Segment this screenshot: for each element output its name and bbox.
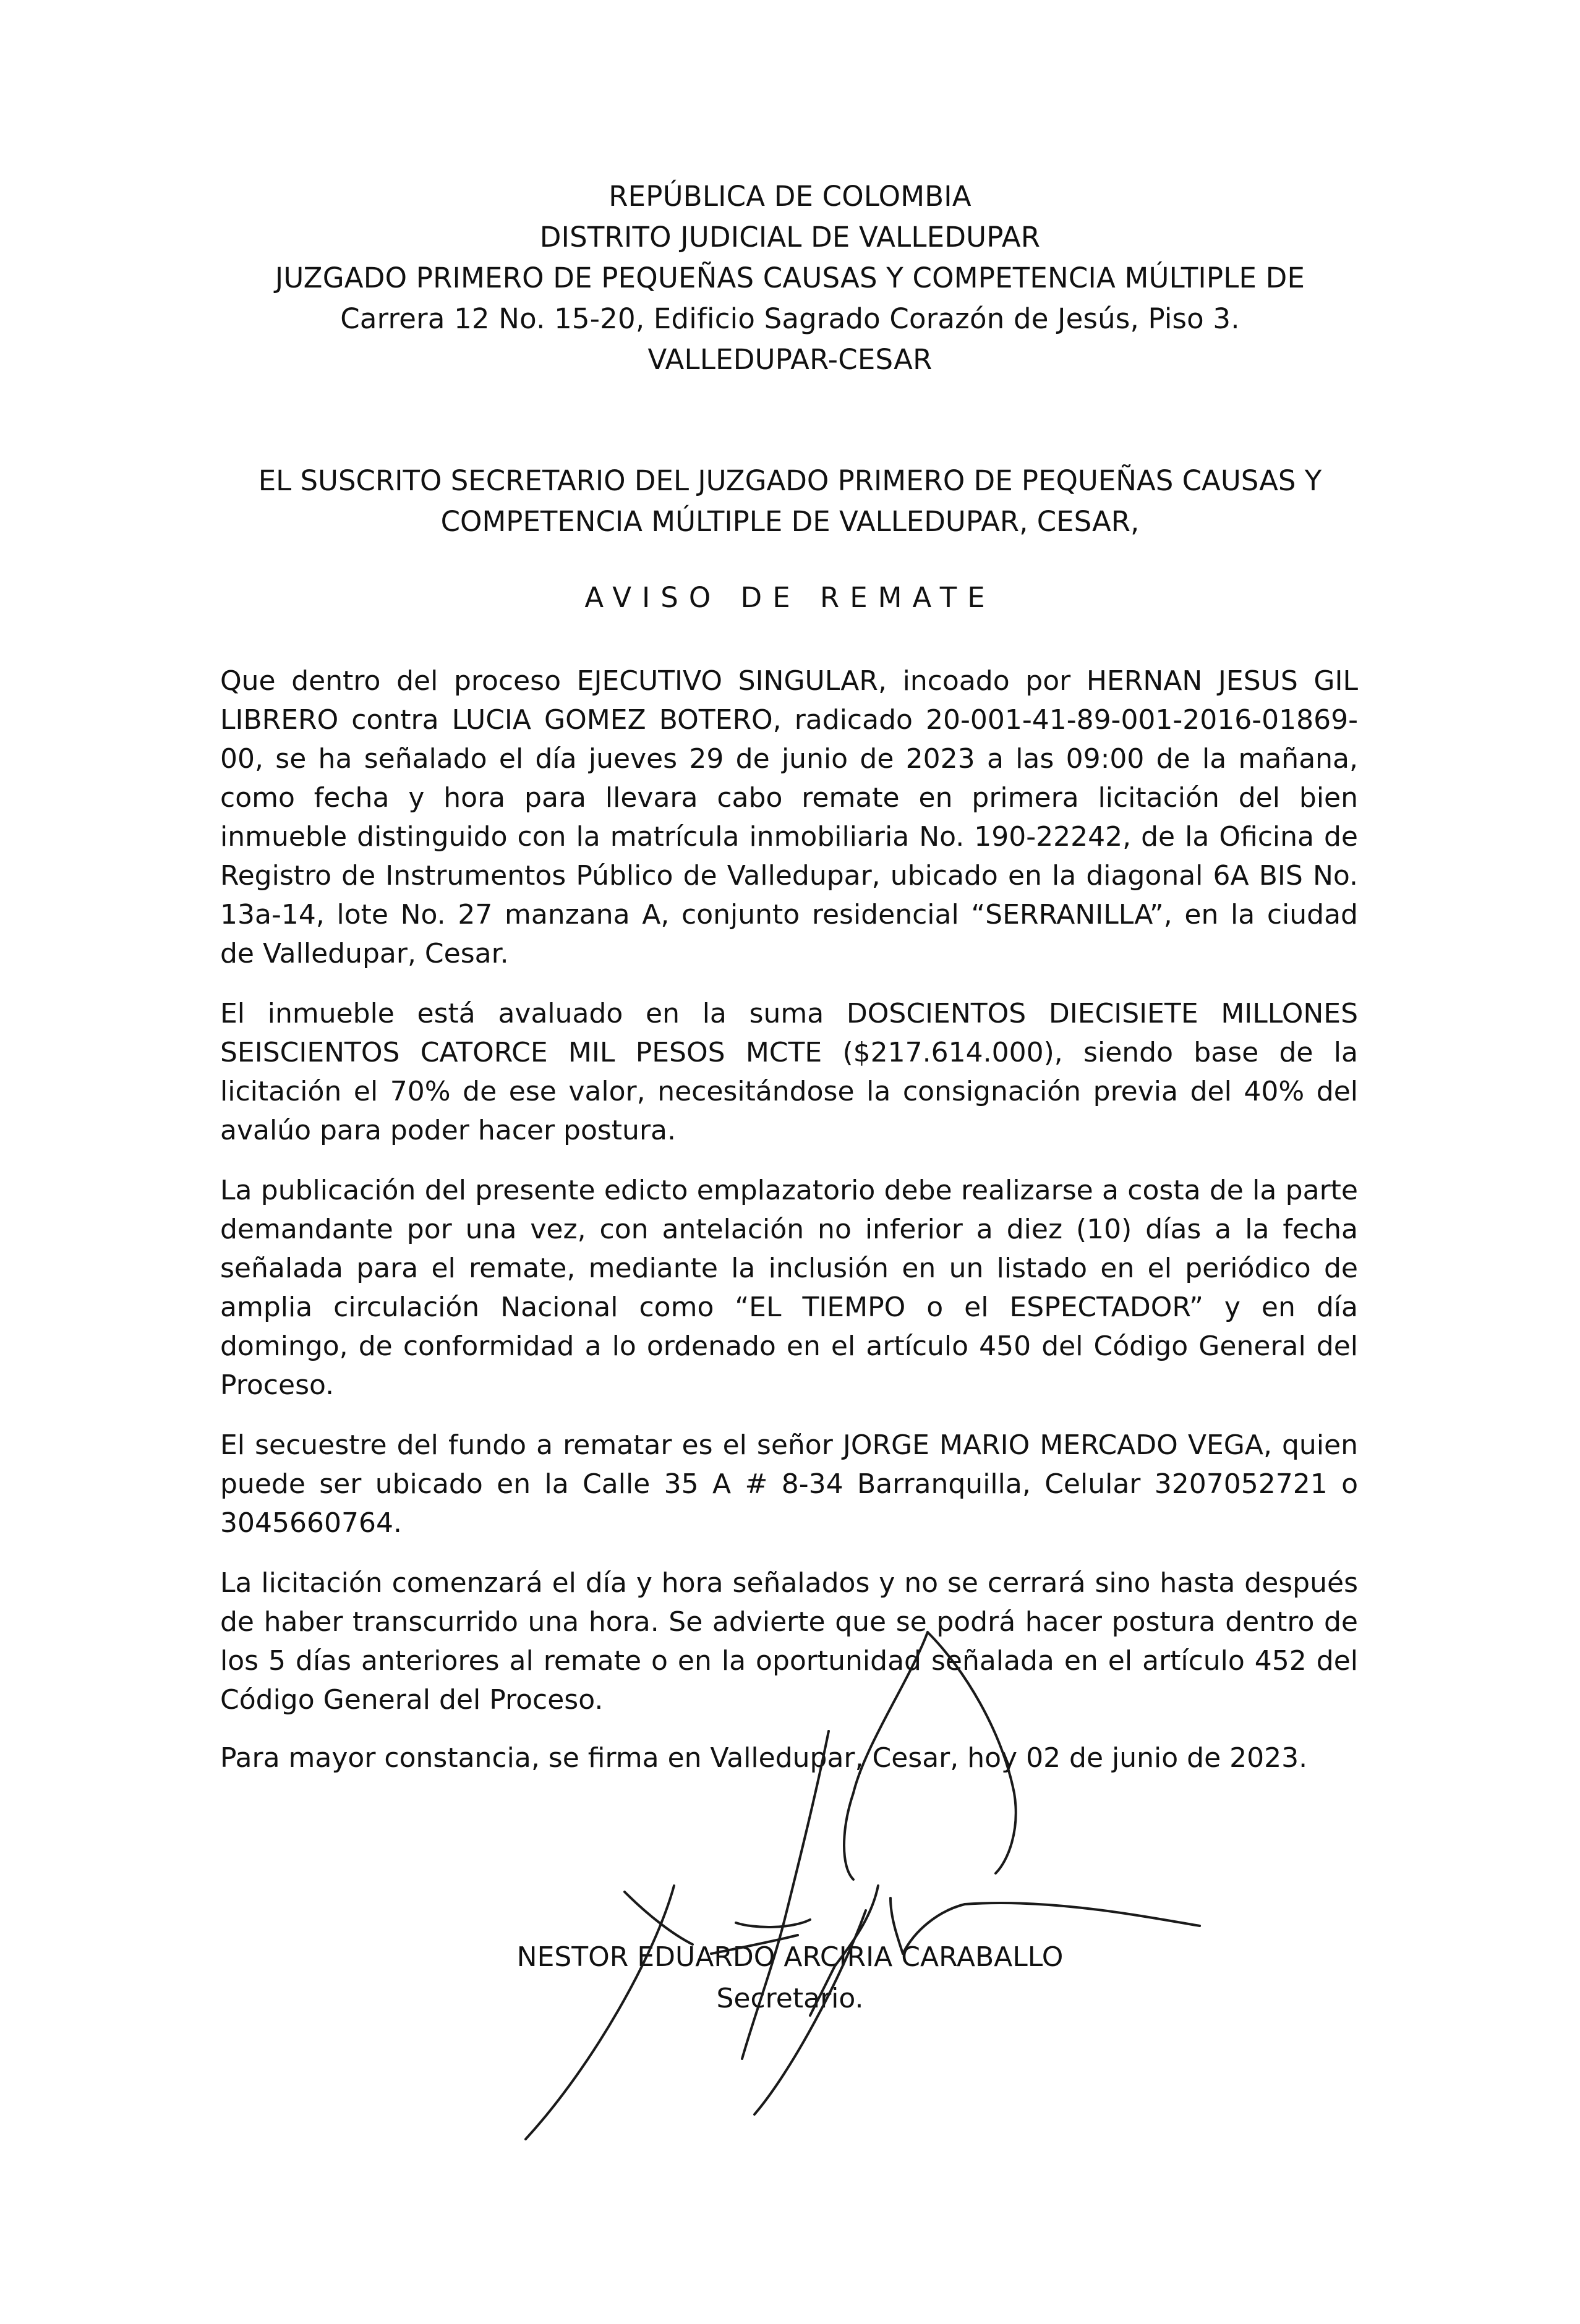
header-court: JUZGADO PRIMERO DE PEQUEÑAS CAUSAS Y COMPETENCIA MÚLTIPLE DE bbox=[275, 262, 1305, 294]
notice-body bbox=[220, 662, 1358, 1740]
paragraph-bidding: La licitación comenzará el día y hora señalados y no se cerrará sino hasta después de haber transcurrido una hora. Se advierte que se podrá hacer postura dentro de los 5 días anteriores al remate o en la oportunidad señalada en el artículo 452 del Código General del Proceso. bbox=[220, 1567, 1358, 1716]
intro-line-2: COMPETENCIA MÚLTIPLE DE VALLEDUPAR, CESAR, bbox=[440, 505, 1140, 538]
secretary-intro bbox=[0, 461, 1580, 542]
intro-line-1: EL SUSCRITO SECRETARIO DEL JUZGADO PRIMERO DE PEQUEÑAS CAUSAS Y bbox=[258, 464, 1322, 497]
paragraph-process: Que dentro del proceso EJECUTIVO SINGULAR, incoado por HERNAN JESUS GIL LIBRERO contra LUCIA GOMEZ BOTERO, radicado 20-001-41-89-001-2016-01869-00, se ha señalado el día jueves 29 de junio de 2023 a las 09:00 de la mañana, como fecha y hora para llevara cabo remate en primera licitación del bien inmueble distinguido con la matrícula inmobiliaria No. 190-22242, de la Oficina de Registro de Instrumentos Público de Valledupar, ubicado en la diagonal 6A BIS No. 13a-14, lote No. 27 manzana A, conjunto residencial “SERRANILLA”, en la ciudad de Valledupar, Cesar. bbox=[220, 665, 1358, 969]
court-header bbox=[0, 176, 1580, 380]
paragraph-publication: La publicación del presente edicto emplazatorio debe realizarse a costa de la parte demandante por una vez, con antelación no inferior a diez (10) días a la fecha señalada para el remate, mediante la inclusión en un listado en el periódico de amplia circulación Nacional como “EL TIEMPO o el ESPECTADOR” y en día domingo, de conformidad a lo ordenado en el artículo 450 del Código General del Proceso. bbox=[220, 1175, 1358, 1401]
notice-title: AVISO DE REMATE bbox=[584, 581, 996, 614]
closing-statement: Para mayor constancia, se firma en Valledupar, Cesar, hoy 02 de junio de 2023. bbox=[220, 1742, 1308, 1774]
header-district: DISTRITO JUDICIAL DE VALLEDUPAR bbox=[539, 221, 1041, 253]
paragraph-valuation: El inmueble está avaluado en la suma DOSCIENTOS DIECISIETE MILLONES SEISCIENTOS CATORCE MIL PESOS MCTE ($217.614.000), siendo base de la licitación el 70% de ese valor, necesitándose la consignación previa del 40% del avalúo para poder hacer postura. bbox=[220, 998, 1358, 1146]
paragraph-custodian: El secuestre del fundo a rematar es el señor JORGE MARIO MERCADO VEGA, quien puede ser ubicado en la Calle 35 A # 8-34 Barranquilla, Celular 3207052721 o 3045660764. bbox=[220, 1429, 1358, 1539]
signatory-role: Secretario. bbox=[716, 1983, 864, 2014]
header-address: Carrera 12 No. 15-20, Edificio Sagrado Corazón de Jesús, Piso 3. bbox=[340, 302, 1240, 335]
header-city: VALLEDUPAR-CESAR bbox=[647, 343, 933, 376]
signatory-name: NESTOR EDUARDO ARCIRIA CARABALLO bbox=[516, 1941, 1064, 1973]
header-country: REPÚBLICA DE COLOMBIA bbox=[609, 180, 971, 213]
